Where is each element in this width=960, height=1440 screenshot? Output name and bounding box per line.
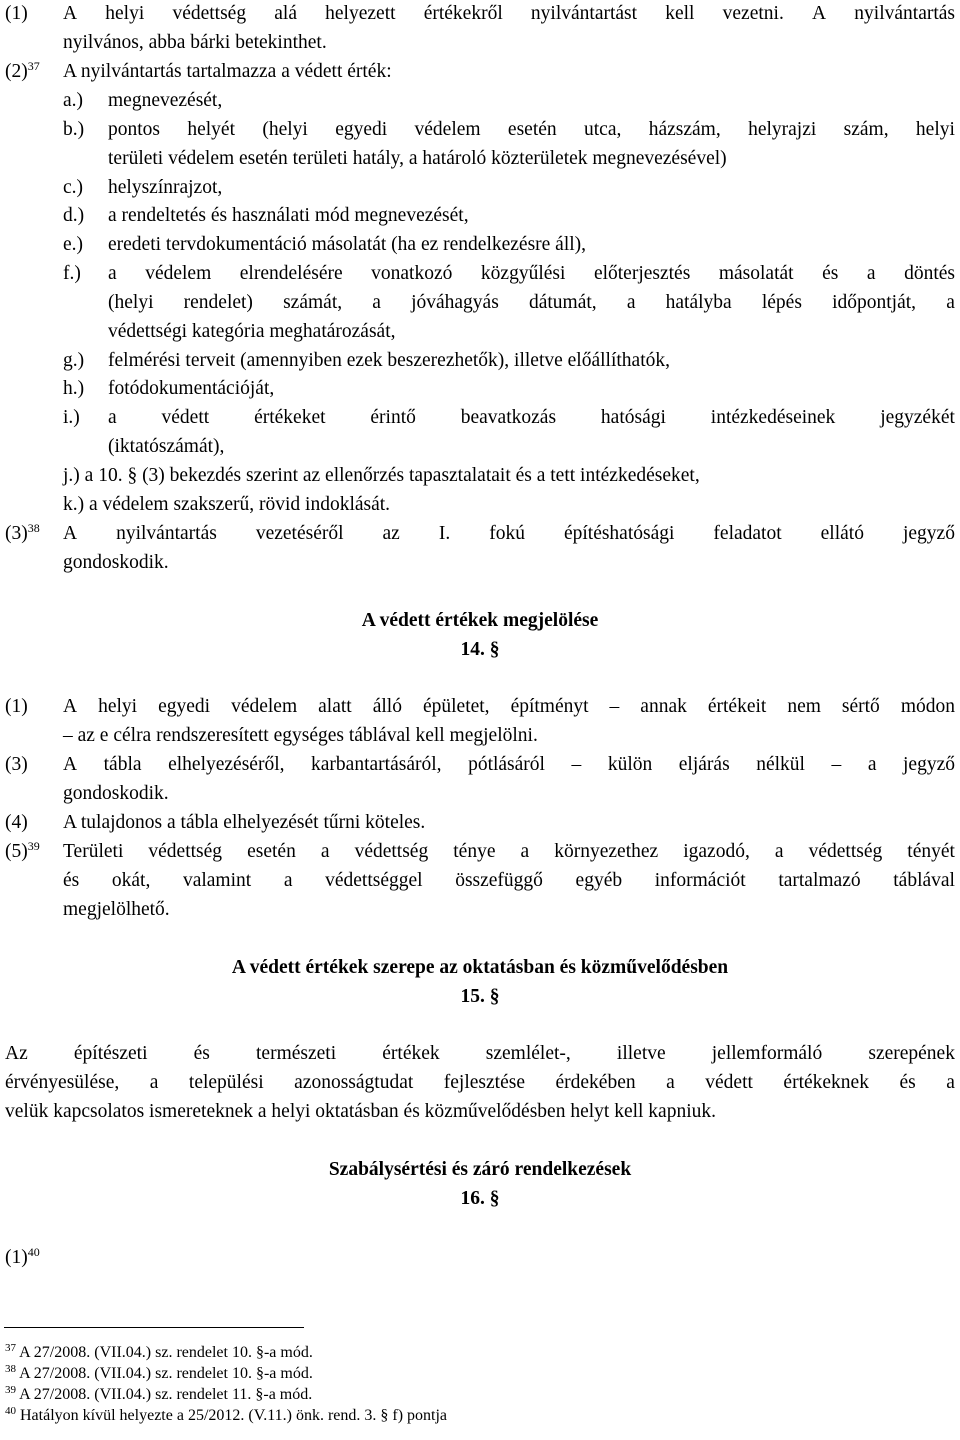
word: dátumát,	[528, 292, 597, 313]
item-label: h.)	[63, 378, 85, 399]
word: értékeket	[254, 407, 326, 428]
text-line: A nyilvántartás tartalmazza a védett érték:	[63, 61, 392, 82]
word: –	[609, 696, 620, 717]
justified-line	[63, 755, 955, 775]
word: épületet,	[422, 696, 490, 717]
para-number: $(5)^{39}$	[5, 839, 40, 862]
section-title: A védett értékek szerepe az oktatásban és közművelődésben	[231, 957, 729, 978]
word: pontos	[108, 119, 161, 140]
item-label: e.)	[63, 234, 84, 255]
word: egyéb	[575, 870, 623, 891]
word: fokú	[489, 523, 525, 544]
item-text	[108, 264, 955, 284]
word: okát,	[111, 870, 151, 891]
text-line: velük kapcsolatos ismereteknek a helyi oktatásban és közművelődésben helyt kell kapniuk.	[5, 1101, 717, 1122]
text-line: A tulajdonos a tábla elhelyezését tűrni köteles.	[63, 812, 426, 833]
word: alá	[274, 3, 297, 24]
word: érintő	[370, 407, 416, 428]
item-label: f.)	[63, 263, 81, 284]
word: karbantartásáról,	[311, 754, 442, 775]
word: alatt	[318, 696, 352, 717]
word: a	[666, 1072, 675, 1093]
word: szerepének	[868, 1043, 955, 1064]
word: jellemformáló	[711, 1043, 823, 1064]
word: vezetni.	[722, 3, 784, 24]
word: (helyi	[262, 119, 308, 140]
word: helyi	[105, 3, 145, 24]
footnote-ref: 40	[27, 1245, 40, 1259]
para-number: (1)	[5, 696, 28, 717]
word: kell	[665, 3, 695, 24]
word: időpontját,	[832, 292, 917, 313]
word: védettség	[354, 841, 429, 862]
word: ténye	[453, 841, 496, 862]
item-label: a.)	[63, 90, 84, 111]
word: nem	[787, 696, 821, 717]
para-number: (3)	[5, 754, 28, 775]
word: utca,	[584, 119, 622, 140]
word: a	[372, 292, 381, 313]
word: értékeknek	[783, 1072, 869, 1093]
item-text: (iktatószámát),	[108, 436, 225, 457]
word: döntés	[904, 263, 955, 284]
word: és	[822, 263, 839, 284]
footnote: $^{38}$ A 27/2008. (VII.04.) sz. rendelet 10. §-a mód.	[5, 1363, 313, 1382]
word: a	[946, 1072, 955, 1093]
word: I.	[438, 523, 451, 544]
word: a	[283, 870, 293, 891]
word: és	[899, 1072, 916, 1093]
text-line: gondoskodik.	[63, 783, 169, 804]
word: módon	[900, 696, 955, 717]
word: egyedi	[158, 696, 211, 717]
item-text: a rendeltetés és használati mód megnevezését,	[108, 205, 469, 226]
word: –	[571, 754, 582, 775]
item-label: d.)	[63, 205, 85, 226]
word: helyi	[98, 696, 138, 717]
word: a	[626, 292, 636, 313]
word: helyezett	[325, 3, 396, 24]
word: lépés	[761, 292, 802, 313]
word: jóváhagyás	[411, 292, 499, 313]
item-text: védettségi kategória meghatározását,	[108, 321, 396, 342]
item-text: j.) a 10. § (3) bekezdés szerint az ellenőrzés tapasztalatait és a tett intézkedéseket,	[63, 465, 700, 486]
item-text	[108, 293, 955, 313]
word: helyét	[187, 119, 236, 140]
item-text: megnevezését,	[108, 90, 223, 111]
section-number: 14. §	[460, 639, 500, 660]
para-number: (1)	[5, 3, 28, 24]
word: A	[63, 696, 78, 717]
word: A	[63, 523, 78, 544]
item-label: g.)	[63, 350, 85, 371]
word: számát,	[283, 292, 343, 313]
word: építészeti	[73, 1043, 148, 1064]
word: előterjesztés	[593, 263, 691, 284]
word: nyilvántartás	[116, 523, 217, 544]
word: vonatkozó	[371, 263, 453, 284]
word: védettség	[172, 3, 247, 24]
word: másolatát	[718, 263, 794, 284]
para-number: (4)	[5, 812, 28, 833]
word: ellátó	[820, 523, 864, 544]
word: eljárás	[678, 754, 730, 775]
para-number: $(3)^{38}$	[5, 521, 40, 544]
item-text: felmérési terveit (amennyiben ezek beszerezhetők), illetve előállíthatók,	[108, 350, 670, 371]
justified-line	[63, 842, 955, 862]
word: azonosságtudat	[294, 1072, 414, 1093]
word: érdekében	[555, 1072, 636, 1093]
word: A	[63, 754, 78, 775]
word: pótlásáról	[468, 754, 545, 775]
text-line: gondoskodik.	[63, 552, 169, 573]
word: helyrajzi	[748, 119, 817, 140]
word: védettséggel	[325, 870, 423, 891]
word: Területi	[63, 841, 124, 862]
word: –	[831, 754, 842, 775]
word: értékeit	[707, 696, 767, 717]
word: a	[867, 754, 877, 775]
word: tábla	[103, 754, 142, 775]
word: tartalmazó	[778, 870, 861, 891]
word: szám,	[843, 119, 889, 140]
item-label: i.)	[63, 407, 80, 428]
word: természeti	[256, 1043, 337, 1064]
word: és	[63, 870, 80, 891]
word: nyilvántartás	[854, 3, 955, 24]
word: környezethez	[554, 841, 659, 862]
word: tényét	[907, 841, 955, 862]
word: jegyző	[903, 754, 955, 775]
word: vezetéséről	[255, 523, 344, 544]
word: sértő	[841, 696, 880, 717]
word: egyedi	[335, 119, 388, 140]
para-number: $(1)^{40}$	[5, 1245, 40, 1268]
footnote-ref: 38	[27, 521, 40, 535]
item-text: helyszínrajzot,	[108, 177, 223, 198]
word: a	[108, 407, 117, 428]
item-text: eredeti tervdokumentáció másolatát (ha ez rendelkezésre áll),	[108, 234, 587, 255]
section-number: 15. §	[460, 986, 500, 1007]
word: külön	[607, 754, 653, 775]
text-line: – az e célra rendszeresített egységes táblával kell megjelölni.	[63, 725, 538, 746]
footnote-separator	[4, 1327, 304, 1328]
word: védettség	[148, 841, 223, 862]
justified-line	[63, 871, 955, 891]
justified-line	[63, 524, 955, 544]
justified-line	[63, 697, 955, 717]
word: védelem	[414, 119, 481, 140]
item-text: k.) a védelem szakszerű, rövid indoklását.	[63, 494, 391, 515]
word: hatósági	[600, 407, 666, 428]
footnote: $^{37}$ A 27/2008. (VII.04.) sz. rendelet 10. §-a mód.	[5, 1342, 313, 1361]
word: fejlesztése	[443, 1072, 525, 1093]
word: elrendelésére	[239, 263, 343, 284]
word: A	[812, 3, 827, 24]
word: álló	[372, 696, 402, 717]
footnote: $^{39}$ A 27/2008. (VII.04.) sz. rendelet 11. §-a mód.	[5, 1384, 313, 1403]
word: információt	[654, 870, 746, 891]
para-number: $(2)^{37}$	[5, 59, 40, 82]
section-number: 16. §	[460, 1188, 500, 1209]
word: nélkül	[756, 754, 805, 775]
item-text	[108, 408, 955, 428]
word: szemlélet-,	[485, 1043, 571, 1064]
word: annak	[640, 696, 687, 717]
word: a	[108, 263, 117, 284]
word: építéshatósági	[563, 523, 675, 544]
word: védelem	[145, 263, 212, 284]
word: beavatkozás	[460, 407, 557, 428]
word: rendelet)	[183, 292, 253, 313]
item-label: b.)	[63, 119, 85, 140]
footnote-ref: 39	[27, 839, 40, 853]
word: illetve	[616, 1043, 666, 1064]
word: (helyi	[108, 292, 154, 313]
text-line: nyilvános, abba bárki betekinthet.	[63, 32, 327, 53]
word: valamint	[182, 870, 252, 891]
word: helyi	[915, 119, 955, 140]
footnote-ref: 37	[27, 59, 40, 73]
word: a	[946, 292, 955, 313]
word: feladatot	[713, 523, 782, 544]
word: hatályba	[665, 292, 732, 313]
word: nyilvántartást	[530, 3, 638, 24]
word: és	[193, 1043, 210, 1064]
word: a	[774, 841, 784, 862]
word: építményt	[510, 696, 589, 717]
word: jegyzékét	[880, 407, 955, 428]
word: védelem	[231, 696, 298, 717]
justified-line	[5, 1073, 955, 1093]
word: házszám,	[648, 119, 721, 140]
item-label: c.)	[63, 177, 84, 198]
item-text: területi védelem esetén területi hatály, a határoló közterületek megnevezésével)	[108, 148, 727, 169]
word: A	[63, 3, 78, 24]
word: települési	[188, 1072, 264, 1093]
word: esetén	[507, 119, 557, 140]
word: védett	[705, 1072, 753, 1093]
justified-line	[63, 4, 955, 24]
word: a	[520, 841, 530, 862]
word: táblával	[893, 870, 955, 891]
word: a	[320, 841, 330, 862]
word: jegyző	[902, 523, 955, 544]
footnote: $^{40}$ Hatályon kívül helyezte a 25/2012. (V.11.) önk. rend. 3. § f) pontja	[5, 1405, 448, 1424]
word: közgyűlési	[480, 263, 566, 284]
item-text	[108, 120, 955, 140]
justified-line	[5, 1044, 955, 1064]
word: értékek	[382, 1043, 440, 1064]
word: igazodó,	[683, 841, 750, 862]
word: védettség	[808, 841, 883, 862]
word: esetén	[247, 841, 296, 862]
word: elhelyezéséről,	[168, 754, 285, 775]
word: a	[866, 263, 876, 284]
word: összefüggő	[455, 870, 543, 891]
word: az	[382, 523, 400, 544]
section-title: Szabálysértési és záró rendelkezések	[328, 1159, 632, 1180]
word: érvényesülése,	[5, 1072, 120, 1093]
word: Az	[5, 1043, 28, 1064]
word: értékekről	[423, 3, 503, 24]
section-title: A védett értékek megjelölése	[361, 610, 599, 631]
text-line: megjelölhető.	[63, 899, 170, 920]
item-text: fotódokumentációját,	[108, 378, 275, 399]
word: a	[149, 1072, 159, 1093]
word: intézkedéseinek	[710, 407, 836, 428]
word: védett	[161, 407, 210, 428]
